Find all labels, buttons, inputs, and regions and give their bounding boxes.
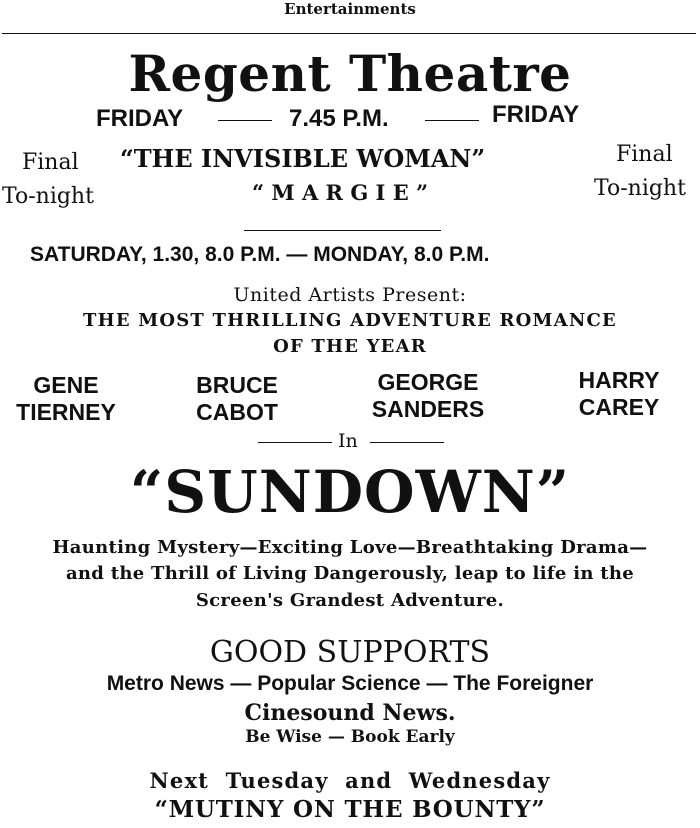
description-line-1: Haunting Mystery—Exciting Love—Breathtaking Drama— — [52, 537, 648, 558]
tonight-right: To-night — [594, 176, 686, 201]
final-left: Final — [22, 150, 79, 175]
supports-line-2: Cinesound News. — [244, 700, 456, 726]
cast-first-name: BRUCE — [196, 372, 278, 398]
description-line-3: Screen's Grandest Adventure. — [195, 590, 505, 611]
tonight-left: To-night — [2, 184, 94, 209]
section-header: Entertainments — [284, 0, 416, 18]
next-feature: “MUTINY ON THE BOUNTY” — [154, 796, 546, 823]
description-line-2: and the Thrill of Living Dangerously, leap to life in the — [65, 563, 635, 584]
theatre-name: Regent Theatre — [128, 44, 572, 103]
friday-dash-left — [218, 120, 272, 121]
friday-time: 7.45 P.M. — [289, 105, 389, 132]
next-line: Next Tuesday and Wednesday — [149, 768, 551, 793]
cast-last-name: CAREY — [578, 394, 660, 420]
supports-line-1: Metro News — Popular Science — The Foreigner — [106, 672, 594, 695]
cast-george-sanders — [355, 369, 501, 423]
cast-first-name: HARRY — [578, 367, 660, 393]
feature-margie: “ M A R G I E ” — [252, 180, 429, 205]
cast-harry-carey — [560, 367, 678, 421]
cast-last-name: CABOT — [196, 399, 278, 425]
tagline-2: OF THE YEAR — [273, 336, 427, 357]
cast-gene-tierney — [0, 372, 132, 426]
presenter: United Artists Present: — [233, 284, 467, 306]
friday-left: FRIDAY — [96, 105, 184, 132]
cast-last-name: SANDERS — [371, 396, 485, 422]
friday-dash-right — [425, 120, 479, 121]
supports-heading: GOOD SUPPORTS — [209, 635, 491, 670]
program-rule — [244, 230, 441, 231]
cast-first-name: GEORGE — [377, 369, 479, 395]
cast-first-name: GENE — [33, 372, 99, 398]
in-dash-left — [258, 442, 332, 443]
final-right: Final — [616, 142, 673, 167]
cast-last-name: TIERNEY — [16, 399, 116, 425]
in-label: In — [338, 430, 358, 452]
tagline-1: THE MOST THRILLING ADVENTURE ROMANCE — [83, 310, 617, 331]
in-dash-right — [370, 442, 444, 443]
schedule-line: SATURDAY, 1.30, 8.0 P.M. — MONDAY, 8.0 P.M. — [30, 243, 490, 266]
feature-invisible-woman: “THE INVISIBLE WOMAN” — [120, 144, 486, 173]
friday-right: FRIDAY — [492, 101, 580, 128]
feature-title: “SUNDOWN” — [129, 458, 571, 526]
header-rule — [2, 33, 696, 34]
booking-note: Be Wise — Book Early — [245, 727, 455, 747]
cast-bruce-cabot — [178, 372, 296, 426]
